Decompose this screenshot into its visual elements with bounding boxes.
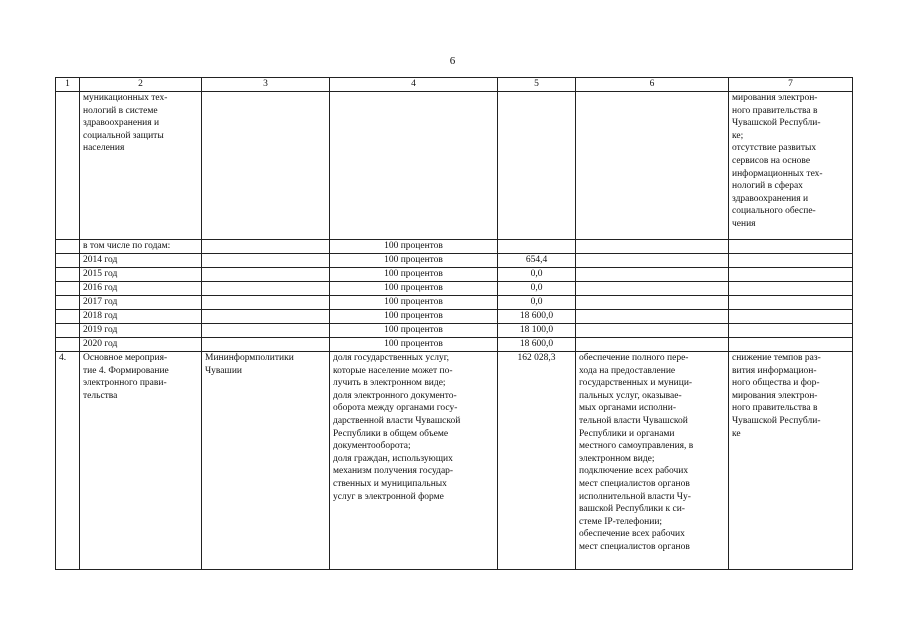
year-label: 2019 год xyxy=(80,324,202,338)
consequences: снижение темпов раз- вития информацион- ного общества и фор- мирования электрон- ного правительства в Чувашской Республи- ке xyxy=(729,352,853,570)
year-amount: 0,0 xyxy=(498,296,576,310)
year-label: 2015 год xyxy=(80,268,202,282)
year-row xyxy=(56,310,853,324)
year-percent: 100 процентов xyxy=(330,268,498,282)
year-amount: 654,4 xyxy=(498,254,576,268)
header-cell: 3 xyxy=(202,78,330,92)
consequences-cont: мирования электрон- ного правительства в Чувашской Республи- ке; отсутствие развитых сервисов на основе информационных тех- нологий в сферах здравоохранения и социального обеспе- чения xyxy=(729,92,853,240)
year-amount: 0,0 xyxy=(498,282,576,296)
year-row xyxy=(56,282,853,296)
year-row xyxy=(56,254,853,268)
year-amount: 0,0 xyxy=(498,268,576,282)
year-percent: 100 процентов xyxy=(330,310,498,324)
header-cell: 4 xyxy=(330,78,498,92)
target-indicators: доля государственных услуг, которые население может по- лучить в электронном виде; доля электронного документо- оборота между органами госу- дарственной власти Чувашской Республики в общем объеме документооборота; доля граждан, использующих механизм получения государ- ственных и муниципальных услуг в электронной форме xyxy=(330,352,498,570)
year-label: 2017 год xyxy=(80,296,202,310)
by-years-value: 100 процентов xyxy=(330,240,498,254)
by-years-row xyxy=(56,240,853,254)
continuation-row xyxy=(56,92,853,240)
header-cell: 7 xyxy=(729,78,853,92)
year-amount: 18 600,0 xyxy=(498,310,576,324)
by-years-label: в том числе по годам: xyxy=(80,240,202,254)
year-percent: 100 процентов xyxy=(330,324,498,338)
header-cell: 5 xyxy=(498,78,576,92)
year-row xyxy=(56,338,853,352)
header-cell: 1 xyxy=(56,78,80,92)
year-percent: 100 процентов xyxy=(330,338,498,352)
header-row xyxy=(56,78,853,92)
program-table xyxy=(55,77,853,570)
expected-results: обеспечение полного пере- хода на предоставление государственных и муници- пальных услуг, оказывае- мых органами исполни- тельной власти Чувашской Республики и органами местного самоуправления, в электронном виде; подключение всех рабочих мест специалистов органов исполнительной власти Чу- вашской Республики к си- стеме IP-телефонии; обеспечение всех рабочих мест специалистов органов xyxy=(576,352,729,570)
year-percent: 100 процентов xyxy=(330,254,498,268)
year-percent: 100 процентов xyxy=(330,282,498,296)
main-event-row xyxy=(56,352,853,570)
event-name: Основное мероприя- тие 4. Формирование электронного прави- тельства xyxy=(80,352,202,570)
header-cell: 6 xyxy=(576,78,729,92)
year-row xyxy=(56,268,853,282)
year-row xyxy=(56,296,853,310)
row-number: 4. xyxy=(56,352,80,570)
funding-amount: 162 028,3 xyxy=(498,352,576,570)
event-name-cont: муникационных тех- нологий в системе здравоохранения и социальной защиты населения xyxy=(80,92,202,240)
year-amount: 18 600,0 xyxy=(498,338,576,352)
year-label: 2018 год xyxy=(80,310,202,324)
year-label: 2014 год xyxy=(80,254,202,268)
responsible-executor: Мининформполитики Чувашии xyxy=(202,352,330,570)
page-number: 6 xyxy=(449,55,456,67)
year-label: 2020 год xyxy=(80,338,202,352)
year-percent: 100 процентов xyxy=(330,296,498,310)
year-label: 2016 год xyxy=(80,282,202,296)
header-cell: 2 xyxy=(80,78,202,92)
year-amount: 18 100,0 xyxy=(498,324,576,338)
year-row xyxy=(56,324,853,338)
